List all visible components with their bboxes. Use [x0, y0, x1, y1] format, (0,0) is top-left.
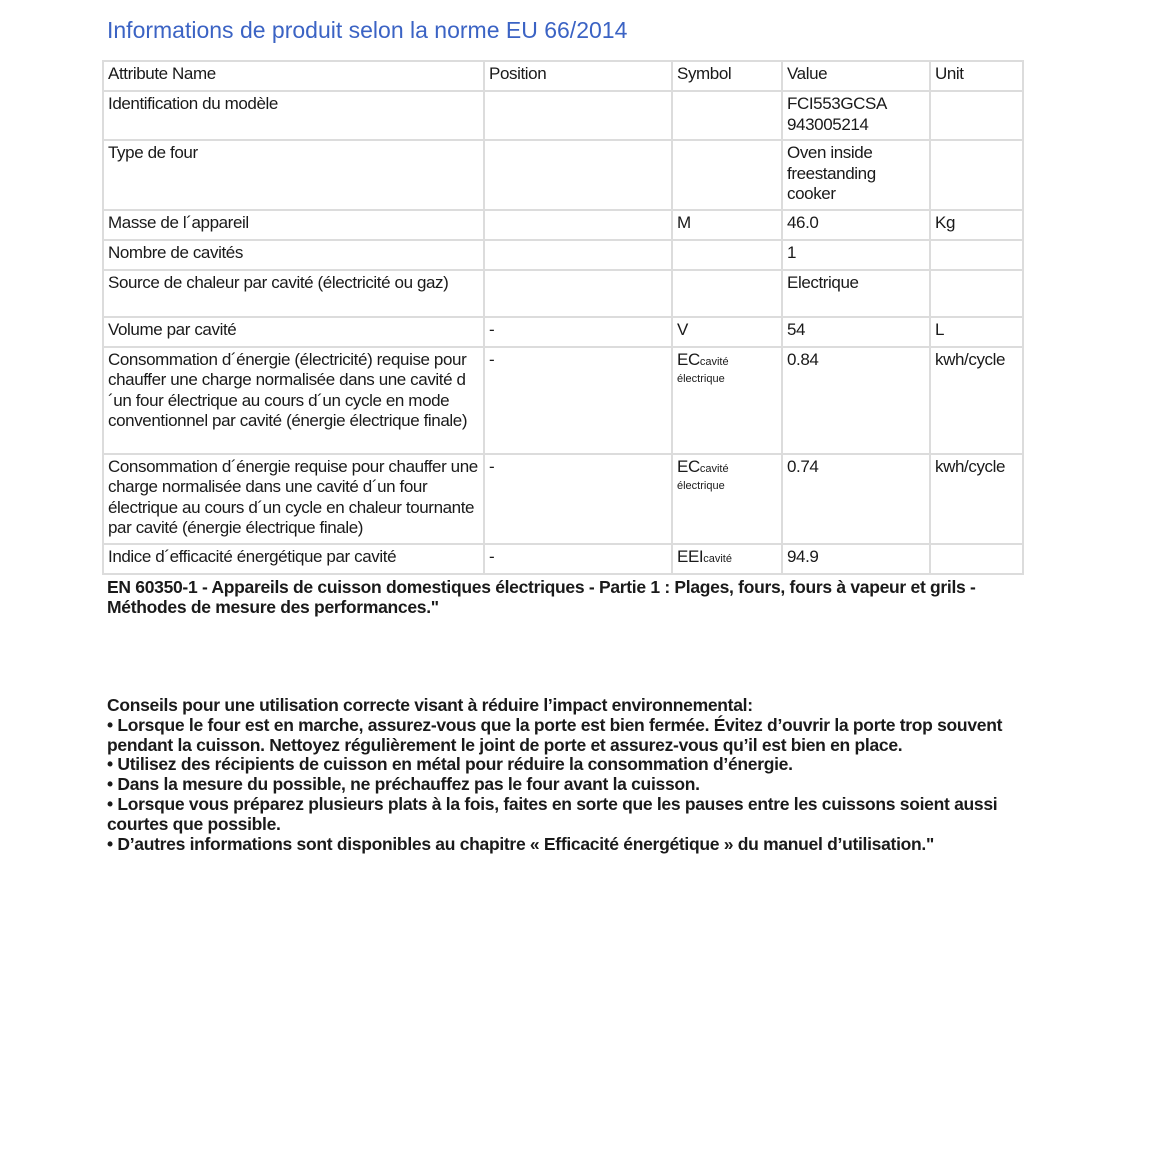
value-cell: [782, 210, 930, 240]
table-row: [103, 140, 1023, 210]
advice-item: • Dans la mesure du possible, ne préchauffez pas le four avant la cuisson.: [107, 774, 700, 795]
unit-cell: [930, 140, 1023, 210]
value-line: freestanding: [787, 163, 876, 183]
symbol-cell: [672, 210, 782, 240]
symbol-subscript: cavité: [699, 462, 729, 475]
header-position: Position: [484, 61, 672, 91]
header-value: Value: [782, 61, 930, 91]
attribute-name-cell: Type de four: [103, 140, 484, 210]
symbol-main: M: [677, 212, 691, 232]
value-cell: [782, 454, 930, 544]
symbol-subscript-line2: électrique: [677, 373, 725, 385]
symbol-subscript: cavité: [703, 552, 732, 565]
position-cell: [484, 91, 672, 140]
position-cell: -: [484, 544, 672, 575]
attribute-name-cell: Identification du modèle: [103, 91, 484, 140]
value-line: 943005214: [787, 114, 869, 134]
symbol-cell: [672, 317, 782, 347]
value-line: 94.9: [787, 546, 819, 566]
value-cell: [782, 240, 930, 270]
symbol-subscript-line2: électrique: [677, 480, 725, 492]
position-cell: -: [484, 347, 672, 454]
advice-item: • Lorsque le four est en marche, assurez-vous que la porte est bien fermée. Évitez d’ouvrir la porte trop souvent pendant la cuisson. Nettoyez régulièrement le joint de porte et assurez-vous qu’il est bien en place.: [107, 714, 1003, 755]
value-line: FCI553GCSA: [787, 94, 887, 113]
unit-cell: [930, 240, 1023, 270]
advice-item: • Lorsque vous préparez plusieurs plats à la fois, faites en sorte que les pauses entre les cuissons soient aussi courtes que possible.: [107, 793, 998, 834]
value-line: 46.0: [787, 212, 819, 232]
unit-cell: [930, 544, 1023, 575]
symbol-cell: [672, 91, 782, 140]
symbol-main: EC: [677, 349, 700, 369]
symbol-cell: [672, 140, 782, 210]
attribute-name-cell: Nombre de cavités: [103, 240, 484, 270]
advice-item: • Utilisez des récipients de cuisson en métal pour réduire la consommation d’énergie.: [107, 754, 793, 775]
table-row: [103, 91, 1023, 140]
unit-cell: kwh/cycle: [930, 347, 1023, 454]
table-header-row: [103, 61, 1023, 91]
value-cell: [782, 347, 930, 454]
value-cell: [782, 140, 930, 210]
symbol-cell: [672, 270, 782, 317]
table-row: [103, 454, 1023, 544]
value-line: 1: [787, 242, 797, 262]
environmental-advice: [107, 696, 1027, 854]
symbol-cell: [672, 454, 782, 544]
attribute-name-cell: Source de chaleur par cavité (électricité ou gaz): [103, 270, 484, 317]
table-row: [103, 210, 1023, 240]
unit-cell: [930, 270, 1023, 317]
unit-cell: L: [930, 317, 1023, 347]
table-row: [103, 544, 1023, 575]
value-cell: [782, 270, 930, 317]
unit-cell: [930, 91, 1023, 140]
value-cell: [782, 317, 930, 347]
value-line: Electrique: [787, 272, 859, 292]
header-attribute-name: Attribute Name: [103, 61, 484, 91]
unit-cell: kwh/cycle: [930, 454, 1023, 544]
product-attributes-table: [102, 60, 1024, 575]
header-unit: Unit: [930, 61, 1023, 91]
advice-item: • D’autres informations sont disponibles au chapitre « Efficacité énergétique » du manuel d’utilisation.": [107, 833, 934, 854]
position-cell: -: [484, 454, 672, 544]
value-cell: [782, 91, 930, 140]
unit-cell: Kg: [930, 210, 1023, 240]
value-line: Oven inside: [787, 143, 873, 162]
standard-reference: EN 60350-1 - Appareils de cuisson domestiques électriques - Partie 1 : Plages, fours, fours à vapeur et grils - Méthodes de mesure des performances.": [107, 577, 976, 617]
value-line: cooker: [787, 184, 836, 203]
symbol-cell: [672, 544, 782, 575]
symbol-cell: [672, 347, 782, 454]
value-line: 0.84: [787, 349, 819, 369]
table-row: [103, 270, 1023, 317]
table-row: [103, 347, 1023, 454]
table-row: [103, 317, 1023, 347]
value-cell: [782, 544, 930, 575]
symbol-cell: [672, 240, 782, 270]
position-cell: [484, 210, 672, 240]
symbol-main: EC: [677, 456, 700, 476]
attribute-name-cell: Volume par cavité: [103, 317, 484, 347]
advice-heading: Conseils pour une utilisation correcte visant à réduire l’impact environnemental:: [107, 695, 753, 715]
attribute-name-cell: Consommation d´énergie (électricité) requise pour chauffer une charge normalisée dans une cavité d´un four électrique au cours d´un cycle en mode conventionnel par cavité (énergie électrique finale): [103, 347, 484, 454]
page-title: Informations de produit selon la norme EU 66/2014: [107, 17, 628, 44]
attribute-name-cell: Consommation d´énergie requise pour chauffer une charge normalisée dans une cavité d´un four électrique au cours d´un cycle en chaleur tournante par cavité (énergie électrique finale): [103, 454, 484, 544]
symbol-main: V: [677, 319, 688, 339]
symbol-main: EEI: [677, 546, 704, 566]
table-row: [103, 240, 1023, 270]
position-cell: -: [484, 317, 672, 347]
position-cell: [484, 240, 672, 270]
attribute-name-cell: Indice d´efficacité énergétique par cavité: [103, 544, 484, 575]
header-symbol: Symbol: [672, 61, 782, 91]
position-cell: [484, 140, 672, 210]
value-line: 0.74: [787, 456, 819, 476]
symbol-subscript: cavité: [699, 355, 729, 368]
value-line: 54: [787, 319, 806, 339]
position-cell: [484, 270, 672, 317]
attribute-name-cell: Masse de l´appareil: [103, 210, 484, 240]
